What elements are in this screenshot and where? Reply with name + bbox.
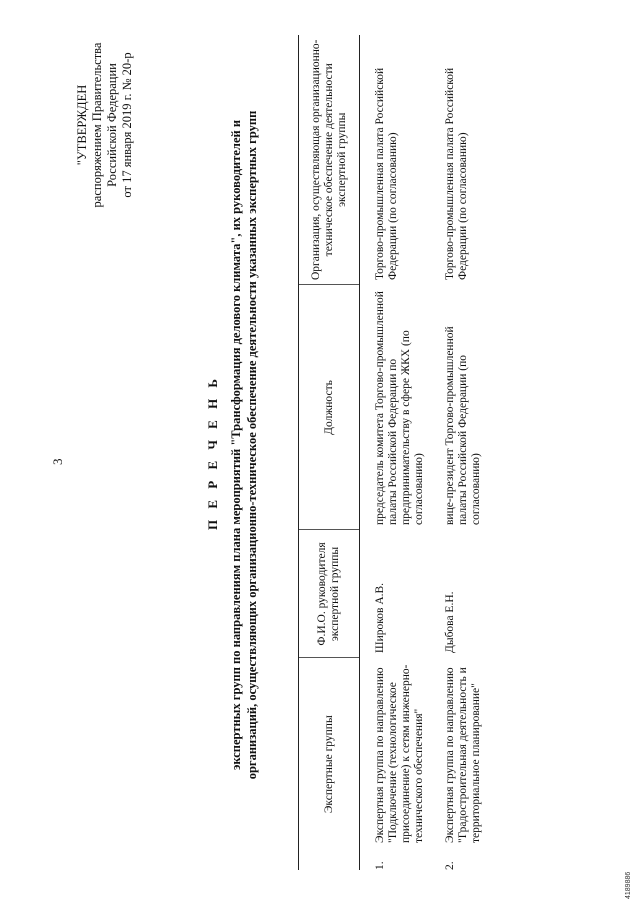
approval-line: "УТВЕРЖДЕН	[75, 84, 89, 166]
position-cell: председатель комитета Торгово-промышленной палаты Российской Федерации по предпринимательству в сфере ЖКХ (по согласованию)	[374, 291, 425, 525]
leader-cell: Широков А.В.	[374, 582, 386, 653]
group-cell: Экспертная группа по направлению "Градостроительная деятельность и территориальное планирование"	[444, 667, 482, 843]
table-row	[360, 35, 431, 870]
page-number: 3	[50, 458, 65, 465]
row-number: 1.	[374, 861, 386, 870]
approval-line: Российской Федерации	[105, 63, 119, 187]
organization-cell: Торгово-промышленная палата Российской Федерации (по согласованию)	[444, 67, 469, 280]
approval-line: распоряжением Правительства	[90, 42, 104, 208]
group-cell: Экспертная группа по направлению "Подключение (технологическое присоединение) к сетям инженерно-технического обеспечения"	[374, 664, 425, 843]
expert-groups-table	[298, 35, 487, 870]
table-row	[430, 35, 487, 870]
approval-line: от 17 января 2019 г. № 20-р	[120, 52, 134, 198]
header-position: Должность	[299, 285, 360, 530]
subtitle-line: экспертных групп по направлениям плана мероприятий "Трансформация делового климата", их руководителей и	[229, 119, 243, 771]
table-header-row	[299, 35, 360, 870]
header-organization: Организация, осуществляющая организационно-техническое обеспечение деятельности экспертной группы	[299, 35, 360, 285]
document-subtitle	[228, 55, 260, 835]
document-id-stamp: 4189886	[625, 871, 632, 899]
header-leader: Ф.И.О. руководителя экспертной группы	[299, 530, 360, 658]
row-number: 2.	[444, 861, 456, 870]
approval-block	[75, 25, 135, 225]
document-title: П Е Р Е Ч Е Н Ь	[205, 374, 220, 531]
leader-cell: Дыбова Е.Н.	[444, 591, 456, 653]
header-group: Экспертные группы	[299, 658, 360, 870]
position-cell: вице-президент Торгово-промышленной палаты Российской Федерации (по согласованию)	[444, 326, 482, 525]
subtitle-line: организаций, осуществляющих организационно-техническое обеспечение деятельности указанных экспертных групп	[245, 110, 259, 780]
organization-cell: Торгово-промышленная палата Российской Федерации (по согласованию)	[374, 67, 399, 280]
